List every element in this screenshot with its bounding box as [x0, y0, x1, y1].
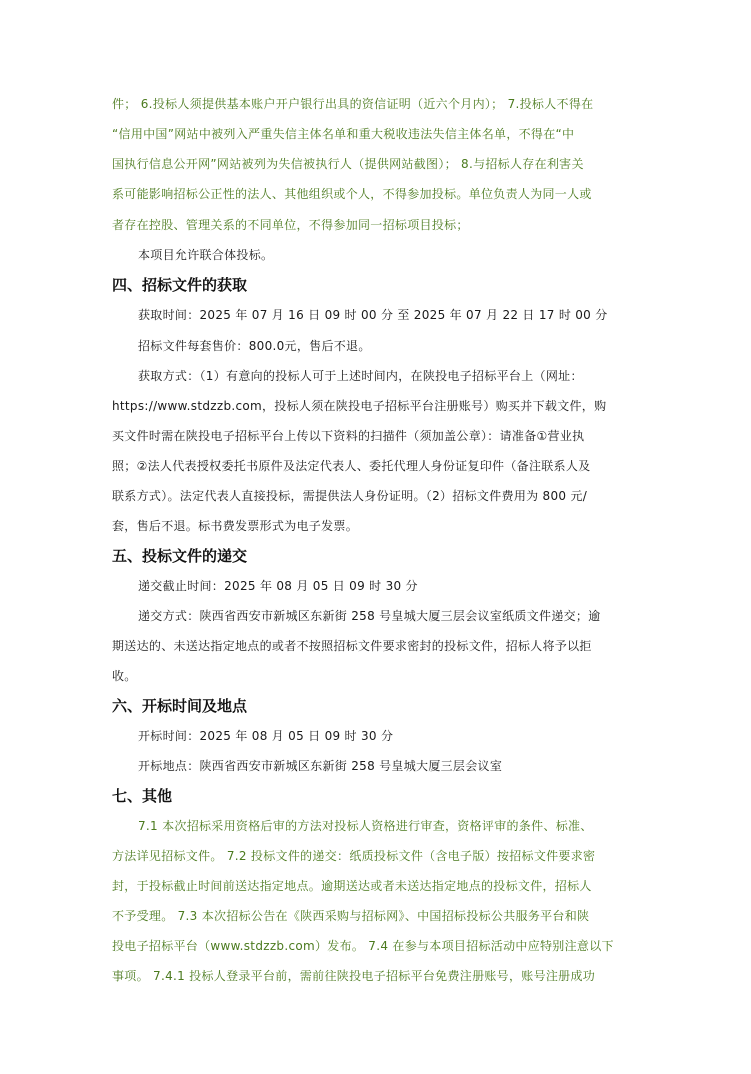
section-heading-4: 四、招标文件的获取 — [112, 276, 248, 294]
text-line: 不予受理。 7.3 本次招标公告在《陕西采购与招标网》、中国招标投标公共服务平台和陕 — [112, 909, 590, 923]
text-line: 开标地点：陕西省西安市新城区东新街 258 号皇城大厦三层会议室 — [138, 759, 503, 773]
text-line: 封，于投标截止时间前送达指定地点。逾期送达或者未送达指定地点的投标文件，招标人 — [112, 879, 592, 893]
text-line: 联系方式）。法定代表人直接投标，需提供法人身份证明。（2）招标文件费用为 800 元/ — [112, 489, 588, 503]
section-heading-7: 七、其他 — [112, 787, 173, 805]
text-line: 期送达的、未送达指定地点的或者不按照招标文件要求密封的投标文件，招标人将予以拒 — [112, 639, 592, 653]
text-line: 套，售后不退。标书费发票形式为电子发票。 — [112, 519, 359, 533]
text-line: 收。 — [112, 669, 137, 683]
text-line: 事项。 7.4.1 投标人登录平台前，需前往陕投电子招标平台免费注册账号，账号注册成功 — [112, 969, 596, 983]
text-line: 7.1 本次招标采用资格后审的方法对投标人资格进行审查，资格评审的条件、标准、 — [138, 819, 593, 833]
section-heading-5: 五、投标文件的递交 — [112, 547, 248, 565]
text-line: https://www.stdzzb.com，投标人须在陕投电子招标平台注册账号）购买并下载文件，购 — [112, 399, 607, 413]
text-line: 系可能影响招标公正性的法人、其他组织或个人，不得参加投标。单位负责人为同一人或 — [112, 187, 592, 201]
text-line: 投电子招标平台（www.stdzzb.com）发布。 7.4 在参与本项目招标活动中应特别注意以下 — [112, 939, 614, 953]
text-line: “信用中国”网站中被列入严重失信主体名单和重大税收违法失信主体名单，不得在“中 — [112, 127, 575, 141]
text-line: 递交截止时间：2025 年 08 月 05 日 09 时 30 分 — [138, 579, 418, 593]
text-line: 递交方式：陕西省西安市新城区东新街 258 号皇城大厦三层会议室纸质文件递交；逾 — [138, 609, 601, 623]
text-line: 获取时间：2025 年 07 月 16 日 09 时 00 分 至 2025 年 07 月 22 日 17 时 00 分 — [138, 308, 608, 322]
text-line: 者存在控股、管理关系的不同单位，不得参加同一招标项目投标； — [112, 218, 469, 232]
text-line: 开标时间：2025 年 08 月 05 日 09 时 30 分 — [138, 729, 394, 743]
text-line: 买文件时需在陕投电子招标平台上传以下资料的扫描件（须加盖公章）：请准备①营业执 — [112, 429, 585, 443]
text-line: 照；②法人代表授权委托书原件及法定代表人、委托代理人身份证复印件（备注联系人及 — [112, 459, 591, 473]
joint-bid-note: 本项目允许联合体投标。 — [138, 248, 274, 262]
text-line: 件； 6.投标人须提供基本账户开户银行出具的资信证明（近六个月内）； 7.投标人不得在 — [112, 97, 594, 111]
text-line: 方法详见招标文件。 7.2 投标文件的递交：纸质投标文件（含电子版）按招标文件要求密 — [112, 849, 596, 863]
text-line: 国执行信息公开网”网站被列为失信被执行人（提供网站截图）； 8.与招标人存在利害关 — [112, 157, 584, 171]
section-heading-6: 六、开标时间及地点 — [112, 697, 248, 715]
text-line: 招标文件每套售价：800.0元，售后不退。 — [138, 339, 371, 353]
text-line: 获取方式：（1）有意向的投标人可于上述时间内，在陕投电子招标平台上（网址： — [138, 369, 583, 383]
